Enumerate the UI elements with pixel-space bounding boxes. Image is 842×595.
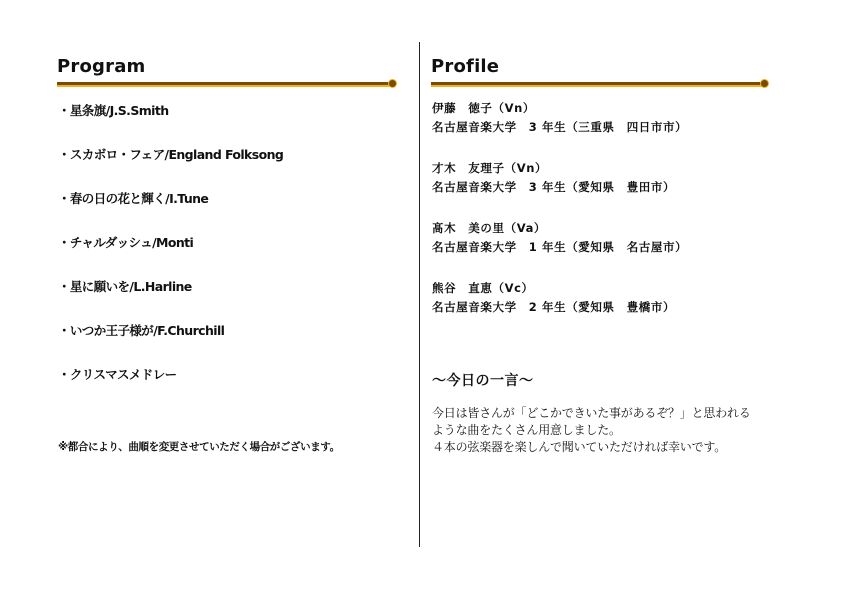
profile-underline-dot (761, 80, 768, 87)
member-detail: 名古屋音楽大学 3 年生（三重県 四日市市） (432, 120, 688, 134)
message-line: ４本の弦楽器を楽しんで聞いていただければ幸いです。 (432, 440, 727, 454)
program-item: ・星条旗/J.S.Smith (58, 103, 169, 118)
message-body (432, 405, 782, 456)
program-list (58, 102, 283, 410)
program-underline-dot (389, 80, 396, 87)
message-line: ような曲をたくさん用意しました。 (432, 423, 621, 437)
profile-member (432, 279, 675, 317)
message-title: ～今日の一言～ (432, 373, 534, 389)
program-item: ・スカボロ・フェア/England Folksong (58, 147, 284, 162)
profile-title: Profile (431, 56, 500, 77)
program-item: ・春の日の花と輝く/I.Tune (58, 191, 209, 206)
member-detail: 名古屋音楽大学 3 年生（愛知県 豊田市） (432, 180, 676, 194)
member-name: 伊藤 徳子（Vn） (432, 101, 535, 115)
member-detail: 名古屋音楽大学 2 年生（愛知県 豊橋市） (432, 300, 676, 314)
program-note: ※都合により、曲順を変更させていただく場合がございます。 (58, 441, 340, 453)
member-detail: 名古屋音楽大学 1 年生（愛知県 名古屋市） (432, 240, 688, 254)
profile-member (432, 159, 675, 197)
member-name: 髙木 美の里（Va） (432, 221, 547, 235)
member-name: 熊谷 直恵（Vc） (432, 281, 534, 295)
program-title: Program (57, 56, 146, 77)
program-item: ・クリスマスメドレー (58, 367, 177, 382)
program-item: ・いつか王子様が/F.Churchill (58, 323, 225, 338)
profile-member (432, 219, 687, 257)
program-item: ・チャルダッシュ/Monti (58, 235, 194, 250)
profile-member (432, 99, 687, 137)
column-divider (419, 42, 420, 547)
program-title-underline (57, 82, 391, 85)
message-line: 今日は皆さんが「どこかできいた事があるぞ？」と思われる (432, 406, 751, 420)
program-item: ・星に願いを/L.Harline (58, 279, 192, 294)
member-name: 才木 友理子（Vn） (432, 161, 548, 175)
profile-title-underline (431, 82, 765, 85)
